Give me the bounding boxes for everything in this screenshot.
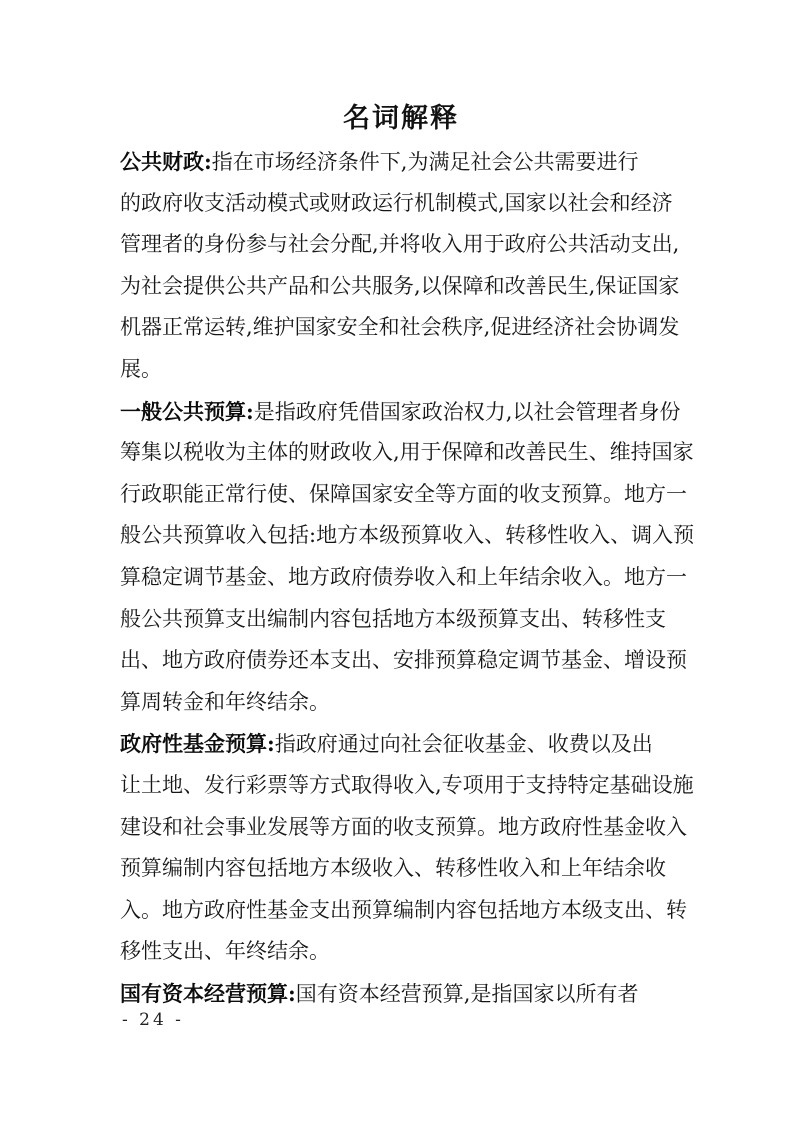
text-line: 行政职能正常行使、保障国家安全等方面的收支预算。地方一 [120,481,687,506]
term-label: 公共财政: [120,149,212,174]
text-line: 机器正常运转,维护国家安全和社会秩序,促进经济社会协调发 [120,315,680,340]
term-definition-text: 是指政府凭借国家政治权力,以社会管理者身份 [253,399,681,424]
term-definition-text: 指在市场经济条件下,为满足社会公共需要进行 [211,150,639,174]
glossary-paragraph [120,973,682,1015]
text-line [120,141,682,183]
term-definition-text: 指政府通过向社会征收基金、收费以及出 [274,732,653,757]
text-line: 的政府收支活动模式或财政运行机制模式,国家以社会和经济 [120,190,673,215]
text-line: 出、地方政府债券还本支出、安排预算稳定调节基金、增设预 [120,648,687,673]
text-line [120,973,682,1015]
text-line: 建设和社会事业发展等方面的收支预算。地方政府性基金收入 [120,814,687,839]
text-line: 入。地方政府性基金支出预算编制内容包括地方本级支出、转 [120,897,687,922]
glossary-paragraph [120,723,694,973]
glossary-paragraph [120,141,682,391]
text-line: 为社会提供公共产品和公共服务,以保障和改善民生,保证国家 [120,273,680,298]
term-definition-text: 国有资本经营预算,是指国家以所有者 [295,981,639,1006]
text-line: 般公共预算支出编制内容包括地方本级预算支出、转移性支 [120,606,666,631]
text-line: 算周转金和年终结余。 [120,689,330,714]
term-label: 政府性基金预算: [120,731,275,757]
text-line: 筹集以税收为主体的财政收入,用于保障和改善民生、维持国家 [120,440,694,465]
text-line: 管理者的身份参与社会分配,并将收入用于政府公共活动支出, [120,232,680,257]
page-title: 名词解释 [343,103,459,134]
text-line [120,391,682,433]
text-line [120,723,682,765]
text-line: 算稳定调节基金、地方政府债券收入和上年结余收入。地方一 [120,564,687,589]
glossary-content [120,141,695,1014]
text-line: 预算编制内容包括地方本级收入、转移性收入和上年结余收 [120,856,666,881]
text-line: 让土地、发行彩票等方式取得收入,专项用于支持特定基础设施 [120,772,694,797]
text-line: 般公共预算收入包括:地方本级预算收入、转移性收入、调入预 [120,523,695,548]
term-label: 一般公共预算: [120,398,254,424]
glossary-paragraph [120,391,695,724]
page-number: - 24 - [122,1010,184,1030]
text-line: 展。 [120,356,162,381]
term-label: 国有资本经营预算: [120,980,296,1006]
text-line: 移性支出、年终结余。 [120,939,330,964]
